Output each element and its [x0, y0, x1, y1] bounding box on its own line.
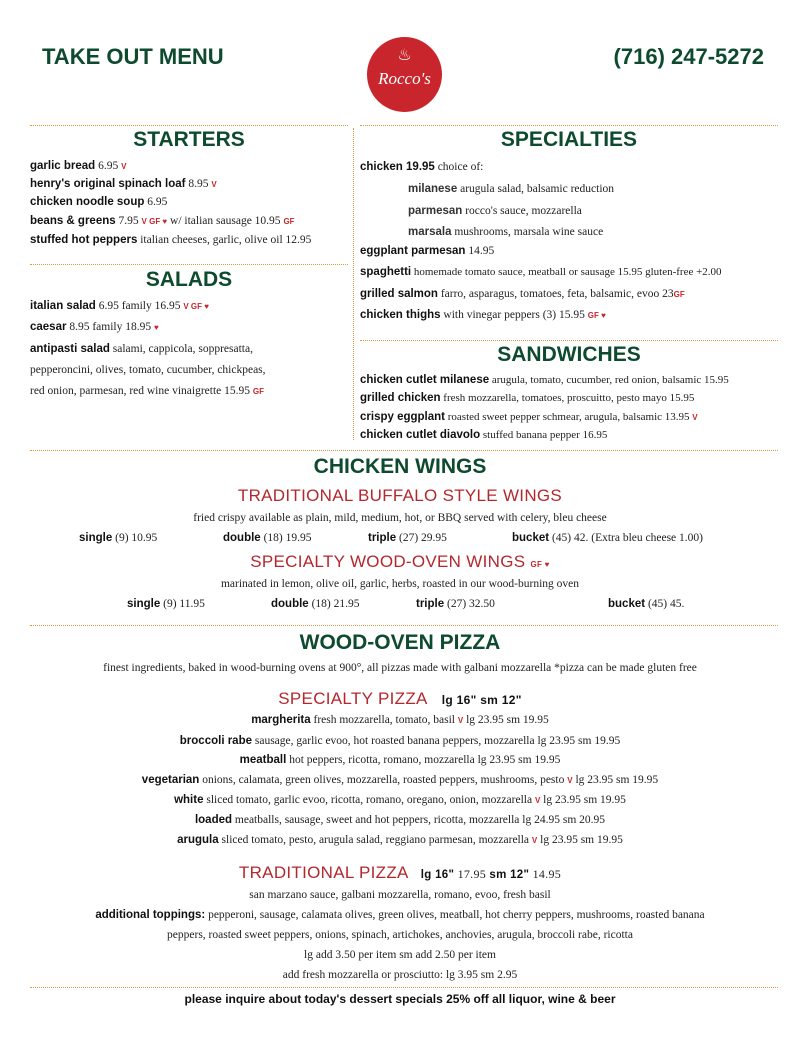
roccos-logo	[367, 37, 442, 112]
size-bucket: bucket (45) 42. (Extra bleu cheese 1.00)	[512, 532, 703, 544]
list-item: grilled chicken fresh mozzarella, tomatoes, proscuitto, pesto mayo 15.95	[360, 392, 695, 404]
pizza-item: broccoli rabe sausage, garlic evoo, hot roasted banana peppers, mozzarella lg 23.95 sm 19.95	[179, 735, 621, 747]
sandwiches-title: SANDWICHES	[497, 343, 641, 366]
traditional-wings-desc: fried crispy available as plain, mild, medium, hot, or BBQ served with celery, bleu cheese	[193, 512, 607, 524]
list-item: eggplant parmesan 14.95	[360, 245, 495, 257]
divider	[30, 625, 778, 626]
list-item: chicken thighs with vinegar peppers (3) 15.95 GF ♥	[360, 309, 606, 321]
size-triple: triple (27) 29.95	[368, 532, 447, 544]
list-item: stuffed hot peppers italian cheeses, garlic, olive oil 12.95	[30, 234, 312, 246]
specialty-pizza-title: SPECIALTY PIZZA lg 16" sm 12"	[278, 689, 522, 708]
divider	[30, 450, 778, 451]
salads-title: SALADS	[145, 268, 233, 291]
size-single: single (9) 11.95	[127, 598, 205, 610]
logo-text: Rocco's	[378, 69, 431, 88]
wings-title: CHICKEN WINGS	[313, 455, 487, 478]
specialties-title: SPECIALTIES	[500, 128, 638, 151]
toppings-cont: peppers, roasted sweet peppers, onions, spinach, artichokes, anchovies, arugula, broccoli rabe, ricotta	[167, 929, 633, 941]
pizza-item: loaded meatballs, sausage, sweet and hot peppers, ricotta, mozzarella lg 24.95 sm 20.95	[194, 814, 606, 826]
pizza-item: vegetarian onions, calamata, green olives, mozzarella, roasted peppers, mushrooms, pesto V lg 23.95 sm 19.95	[141, 774, 659, 786]
list-item-option: milanese arugula salad, balsamic reduction	[408, 183, 615, 195]
column-divider	[353, 128, 354, 440]
list-item: garlic bread 6.95 V	[30, 160, 127, 172]
pizza-item: margherita fresh mozzarella, tomato, basil V lg 23.95 sm 19.95	[251, 714, 549, 726]
fresh-mozz-price: add fresh mozzarella or prosciutto: lg 3.95 sm 2.95	[282, 969, 518, 981]
divider	[30, 125, 348, 126]
list-item-option: marsala mushrooms, marsala wine sauce	[408, 226, 604, 238]
list-item: grilled salmon farro, asparagus, tomatoes, feta, balsamic, evoo 23GF	[360, 288, 685, 300]
pizza-title: WOOD-OVEN PIZZA	[299, 631, 501, 654]
divider	[360, 125, 778, 126]
toppings-price: lg add 3.50 per item sm add 2.50 per item	[304, 949, 496, 961]
list-item: chicken cutlet diavolo stuffed banana pepper 16.95	[360, 429, 608, 441]
list-item: antipasti salad salami, cappicola, soppresatta,	[30, 343, 253, 355]
phone-number[interactable]: (716) 247-5272	[613, 44, 764, 69]
list-item: chicken noodle soup 6.95	[30, 196, 168, 208]
list-item-option: parmesan rocco's sauce, mozzarella	[408, 205, 582, 217]
list-item: crispy eggplant roasted sweet pepper schmear, arugula, balsamic 13.95 V	[360, 411, 698, 423]
pizza-item: meatball hot peppers, ricotta, romano, mozzarella lg 23.95 sm 19.95	[239, 754, 561, 766]
toppings: additional toppings: pepperoni, sausage, calamata olives, green olives, meatball, hot cherry peppers, mushrooms, roasted banana	[95, 909, 705, 921]
size-bucket: bucket (45) 45.	[608, 598, 685, 610]
traditional-pizza-desc: san marzano sauce, galbani mozzarella, romano, evoo, fresh basil	[249, 889, 551, 901]
list-item: chicken cutlet milanese arugula, tomato, cucumber, red onion, balsamic 15.95	[360, 374, 729, 386]
divider	[30, 264, 348, 265]
divider	[30, 987, 778, 988]
list-item: spaghetti homemade tomato sauce, meatball or sausage 15.95 gluten-free +2.00	[360, 266, 722, 278]
footer-note: please inquire about today's dessert specials 25% off all liquor, wine & beer	[184, 992, 616, 1006]
traditional-pizza-title: TRADITIONAL PIZZA lg 16" 17.95 sm 12" 14.95	[238, 863, 562, 882]
size-triple: triple (27) 32.50	[416, 598, 495, 610]
size-single: single (9) 10.95	[79, 532, 158, 544]
menu-title: TAKE OUT MENU	[42, 44, 224, 69]
pizza-item: white sliced tomato, garlic evoo, ricotta, romano, oregano, onion, mozzarella V lg 23.95 sm 19.95	[174, 794, 626, 806]
size-double: double (18) 21.95	[271, 598, 360, 610]
list-item-cont: pepperoncini, olives, tomato, cucumber, chickpeas,	[30, 364, 266, 376]
list-item-cont: red onion, parmesan, red wine vinaigrette 15.95 GF	[30, 385, 265, 397]
list-item: henry's original spinach loaf 8.95 V	[30, 178, 217, 190]
list-item: caesar 8.95 family 18.95 ♥	[30, 321, 159, 333]
starters-title: STARTERS	[133, 128, 245, 151]
list-item: chicken 19.95 choice of:	[360, 161, 484, 173]
traditional-wings-title: TRADITIONAL BUFFALO STYLE WINGS	[237, 486, 563, 505]
pizza-desc: finest ingredients, baked in wood-burning ovens at 900°, all pizzas made with galbani mozzarella *pizza can be made gluten free	[103, 662, 697, 674]
divider	[360, 340, 778, 341]
size-double: double (18) 19.95	[223, 532, 312, 544]
flame-icon: ♨	[397, 47, 412, 64]
specialty-wings-title: SPECIALTY WOOD-OVEN WINGS GF ♥	[250, 552, 550, 571]
specialty-wings-desc: marinated in lemon, olive oil, garlic, herbs, roasted in our wood-burning oven	[220, 578, 579, 590]
pizza-item: arugula sliced tomato, pesto, arugula salad, reggiano parmesan, mozzarella V lg 23.95 sm 19.95	[177, 834, 623, 846]
list-item: beans & greens 7.95 V GF ♥ w/ italian sausage 10.95 GF	[30, 215, 295, 227]
list-item: italian salad 6.95 family 16.95 V GF ♥	[30, 300, 210, 312]
